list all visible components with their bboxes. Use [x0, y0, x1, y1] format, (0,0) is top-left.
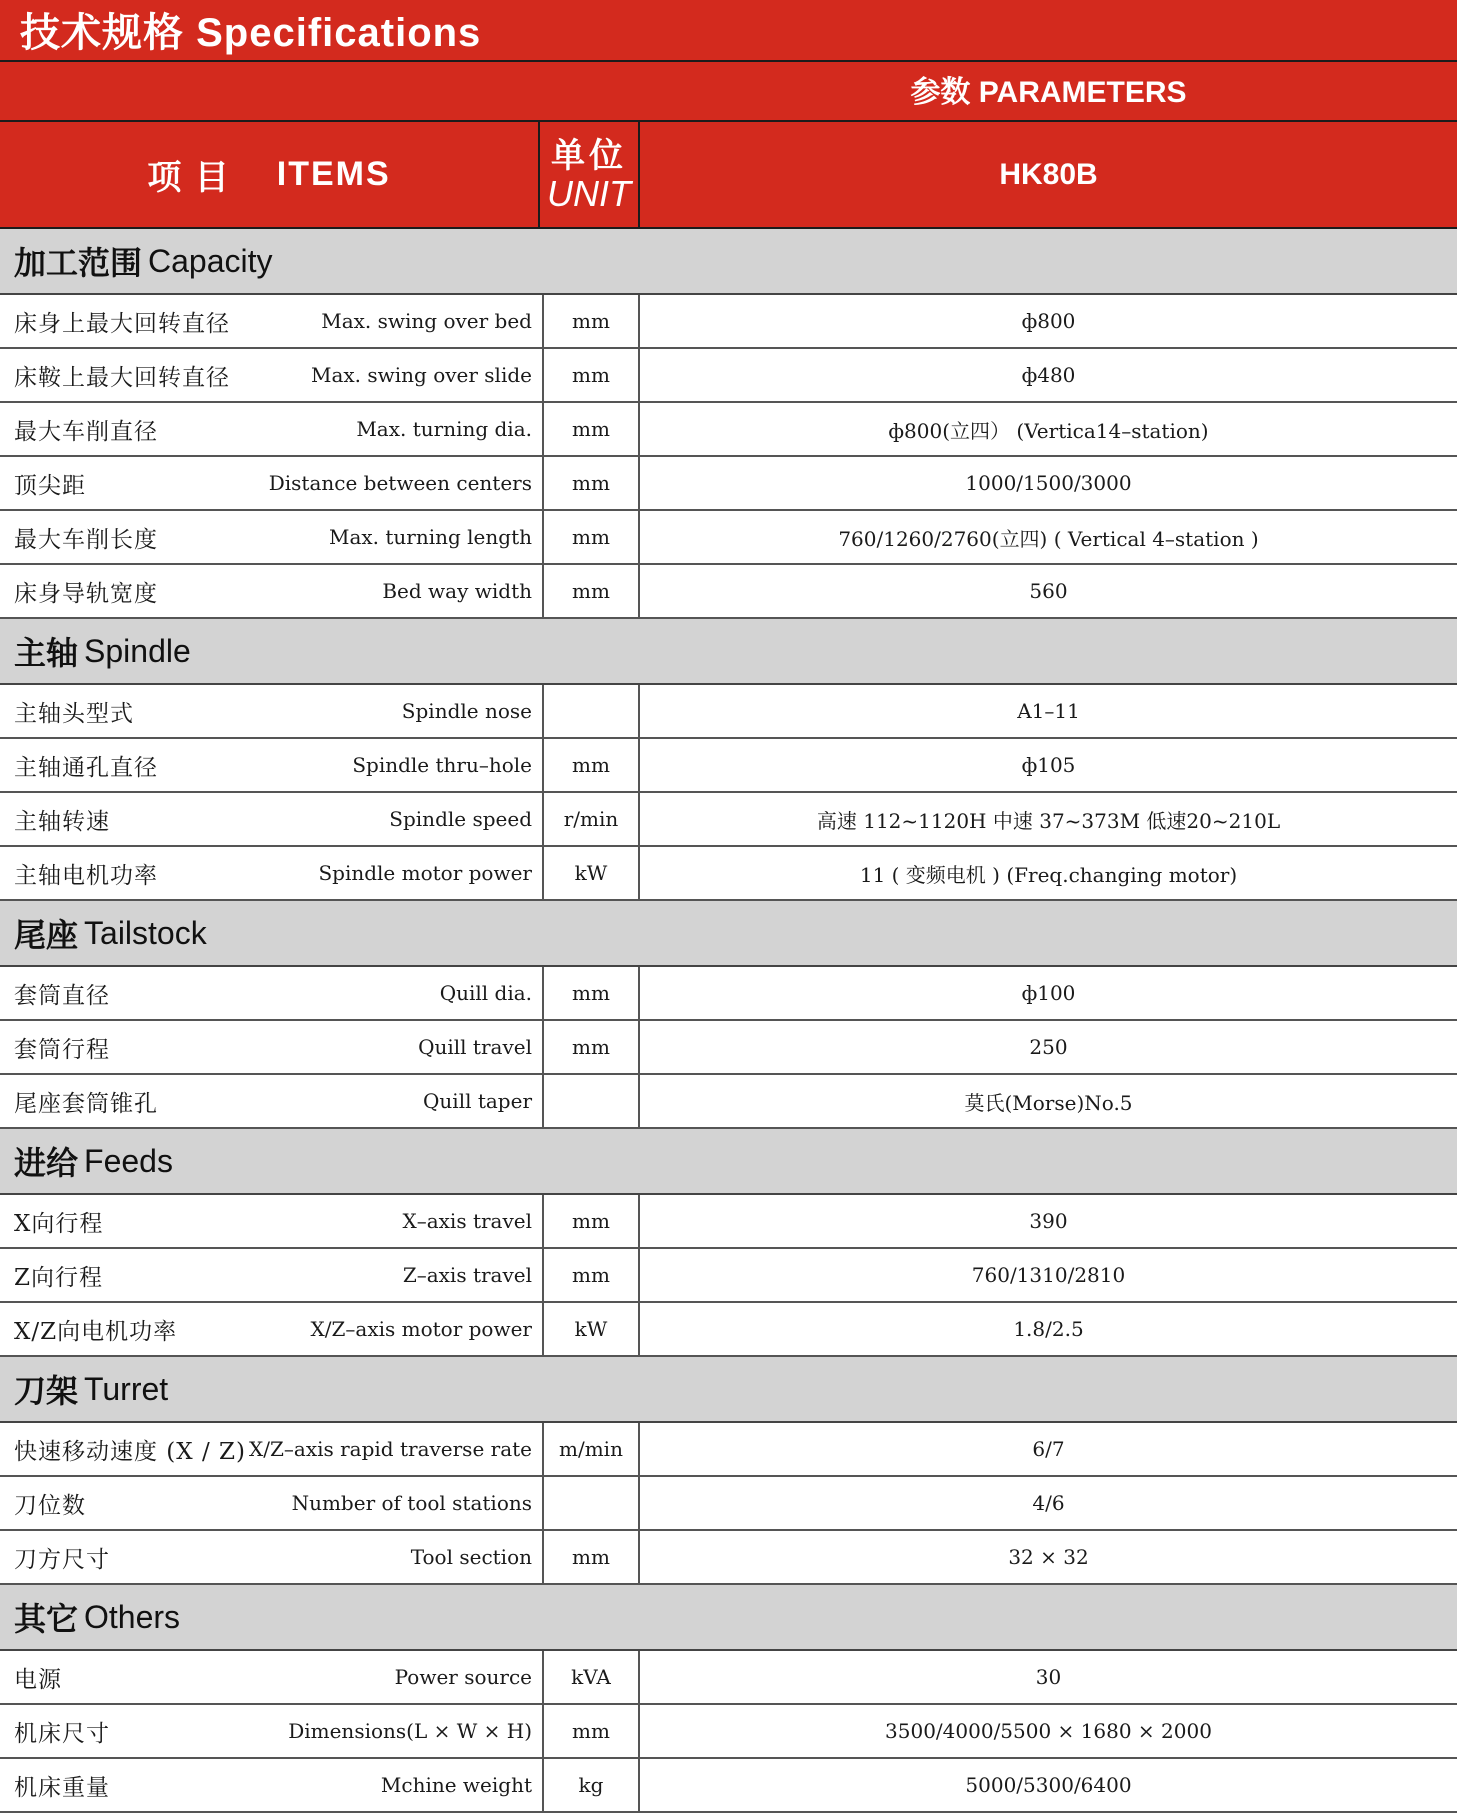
- item-name-en: Distance between centers: [268, 471, 532, 495]
- section-title-en: Others: [84, 1598, 181, 1635]
- unit-cell: kW: [544, 1303, 640, 1355]
- item-cell: [0, 457, 544, 509]
- item-name-en: Quill dia.: [439, 981, 532, 1005]
- item-name-zh: 主轴通孔直径: [14, 754, 158, 781]
- unit-cell: mm: [544, 403, 640, 455]
- item-cell: [0, 847, 544, 899]
- item-name-zh: Z向行程: [14, 1264, 103, 1291]
- item-cell: [0, 1759, 544, 1811]
- unit-cell: m/min: [544, 1423, 640, 1475]
- unit-cell: kg: [544, 1759, 640, 1811]
- item-cell: [0, 511, 544, 563]
- item-cell: [0, 1303, 544, 1355]
- item-name-zh: 主轴头型式: [14, 700, 134, 727]
- section-title-zh: 尾座: [14, 917, 79, 953]
- item-name-en: Max. swing over slide: [310, 363, 532, 387]
- items-en-label: ITEMS: [276, 155, 391, 193]
- item-cell: [0, 403, 544, 455]
- table-row: [0, 457, 1457, 511]
- table-row: [0, 1303, 1457, 1357]
- section-title-zh: 加工范围: [14, 245, 143, 281]
- item-cell: [0, 967, 544, 1019]
- item-cell: [0, 1705, 544, 1757]
- unit-cell: mm: [544, 739, 640, 791]
- item-name-zh: 尾座套筒锥孔: [14, 1090, 158, 1117]
- unit-cell: r/min: [544, 793, 640, 845]
- item-cell: [0, 349, 544, 401]
- unit-cell: mm: [544, 1195, 640, 1247]
- value-cell: 1.8/2.5: [1013, 1317, 1084, 1341]
- table-row: [0, 1531, 1457, 1585]
- table-row: [0, 295, 1457, 349]
- section-header: [0, 229, 1457, 295]
- value-cell: 250: [1029, 1035, 1068, 1059]
- item-name-zh: 主轴转速: [14, 808, 110, 835]
- item-name-en: Bed way width: [382, 579, 532, 603]
- table-row: [0, 1249, 1457, 1303]
- item-cell: [0, 685, 544, 737]
- table-row: [0, 1651, 1457, 1705]
- unit-cell: [544, 1075, 640, 1127]
- value-cell: ф100: [1021, 981, 1076, 1005]
- section-header: [0, 1129, 1457, 1195]
- items-column-header: [0, 122, 540, 227]
- item-cell: [0, 1651, 544, 1703]
- unit-cell: kVA: [544, 1651, 640, 1703]
- item-name-en: Quill travel: [418, 1035, 532, 1059]
- item-name-zh: 最大车削直径: [14, 418, 158, 445]
- value-cell: 4/6: [1032, 1491, 1065, 1515]
- table-row: [0, 1759, 1457, 1813]
- item-name-en: Max. swing over bed: [321, 309, 532, 333]
- page-title: 技术规格 Specifications: [0, 0, 1457, 62]
- table-row: [0, 847, 1457, 901]
- value-cell: 11 ( 变频电机 ) (Freq.changing motor): [859, 862, 1238, 887]
- unit-cell: mm: [544, 1705, 640, 1757]
- section-title-zh: 主轴: [14, 635, 79, 671]
- item-name-en: Max. turning dia.: [356, 417, 532, 441]
- value-cell: 390: [1029, 1209, 1068, 1233]
- section-title-en: Tailstock: [84, 914, 207, 951]
- item-name-zh: 套筒行程: [14, 1036, 110, 1063]
- section-header: [0, 1357, 1457, 1423]
- item-name-en: Spindle motor power: [318, 861, 532, 885]
- item-cell: [0, 793, 544, 845]
- section-header: [0, 901, 1457, 967]
- item-name-en: Z–axis travel: [402, 1263, 532, 1287]
- table-row: [0, 793, 1457, 847]
- value-cell: 760/1260/2760(立四) ( Vertical 4–station ): [838, 526, 1259, 551]
- section-title-zh: 刀架: [14, 1373, 79, 1409]
- item-name-en: Spindle speed: [389, 807, 532, 831]
- item-cell: [0, 739, 544, 791]
- item-name-zh: 最大车削长度: [14, 526, 158, 553]
- value-cell: 560: [1029, 579, 1068, 603]
- table-row: [0, 565, 1457, 619]
- table-row: [0, 403, 1457, 457]
- unit-en-label: UNIT: [547, 172, 631, 214]
- section-title-en: Feeds: [84, 1142, 173, 1179]
- unit-cell: mm: [544, 1249, 640, 1301]
- item-name-en: Tool section: [410, 1545, 532, 1569]
- table-row: [0, 1477, 1457, 1531]
- item-name-zh: 套筒直径: [14, 982, 110, 1009]
- item-cell: [0, 1249, 544, 1301]
- item-name-en: X–axis travel: [402, 1209, 532, 1233]
- value-cell: 莫氏(Morse)No.5: [964, 1090, 1133, 1115]
- section-header: [0, 619, 1457, 685]
- value-cell: 760/1310/2810: [971, 1263, 1126, 1287]
- item-name-en: Mchine weight: [380, 1773, 532, 1797]
- unit-cell: [544, 685, 640, 737]
- table-row: [0, 349, 1457, 403]
- item-name-zh: X/Z向电机功率: [14, 1318, 178, 1345]
- value-cell: 30: [1035, 1665, 1062, 1689]
- value-cell: 1000/1500/3000: [965, 471, 1132, 495]
- section-title-en: Capacity: [148, 242, 273, 279]
- section-title-zh: 其它: [14, 1601, 79, 1637]
- item-cell: [0, 1075, 544, 1127]
- unit-zh-label: 单位: [551, 136, 627, 175]
- value-cell: A1–11: [1017, 699, 1080, 723]
- item-name-zh: 顶尖距: [14, 472, 86, 499]
- spec-header: [0, 0, 1457, 229]
- value-cell: 5000/5300/6400: [965, 1773, 1132, 1797]
- unit-cell: mm: [544, 565, 640, 617]
- item-cell: [0, 1021, 544, 1073]
- value-cell: 6/7: [1032, 1437, 1065, 1461]
- table-row: [0, 739, 1457, 793]
- item-name-zh: X向行程: [14, 1210, 104, 1237]
- unit-cell: mm: [544, 457, 640, 509]
- spec-table-body: [0, 229, 1457, 1813]
- unit-cell: mm: [544, 1021, 640, 1073]
- unit-cell: [544, 1477, 640, 1529]
- table-row: [0, 685, 1457, 739]
- table-row: [0, 967, 1457, 1021]
- item-name-zh: 床身导轨宽度: [14, 580, 158, 607]
- value-cell: ф105: [1021, 753, 1076, 777]
- item-name-en: Number of tool stations: [291, 1491, 532, 1515]
- section-header: [0, 1585, 1457, 1651]
- item-name-en: Dimensions(L × W × H): [288, 1719, 532, 1743]
- item-name-zh: 床鞍上最大回转直径: [14, 364, 230, 391]
- item-name-zh: 机床重量: [14, 1774, 110, 1801]
- item-cell: [0, 295, 544, 347]
- item-name-en: X/Z–axis rapid traverse rate: [249, 1437, 532, 1461]
- item-cell: [0, 1423, 544, 1475]
- item-cell: [0, 1195, 544, 1247]
- unit-cell: mm: [544, 349, 640, 401]
- value-cell: 高速 112~1120H 中速 37~373M 低速20~210L: [816, 808, 1281, 833]
- item-cell: [0, 1531, 544, 1583]
- item-cell: [0, 1477, 544, 1529]
- parameters-label: 参数 PARAMETERS: [910, 76, 1187, 109]
- items-zh-label: 项 目: [147, 159, 231, 197]
- unit-cell: mm: [544, 1531, 640, 1583]
- section-title-zh: 进给: [14, 1145, 79, 1181]
- unit-cell: mm: [544, 511, 640, 563]
- item-name-zh: 快速移动速度 (X / Z): [14, 1438, 246, 1465]
- value-cell: 32 × 32: [1008, 1545, 1089, 1569]
- table-row: [0, 1075, 1457, 1129]
- parameters-header: [0, 62, 1457, 122]
- section-title-en: Spindle: [84, 632, 191, 669]
- parameters-spacer: [0, 62, 640, 120]
- item-name-zh: 刀方尺寸: [14, 1546, 110, 1573]
- column-header-row: [0, 122, 1457, 229]
- item-name-zh: 主轴电机功率: [14, 862, 158, 889]
- value-cell: ф800: [1021, 309, 1076, 333]
- table-row: [0, 1195, 1457, 1249]
- value-cell: ф800(立四） (Vertica14–station): [888, 418, 1209, 443]
- table-row: [0, 1423, 1457, 1477]
- item-name-zh: 机床尺寸: [14, 1720, 110, 1747]
- value-cell: ф480: [1021, 363, 1076, 387]
- item-name-zh: 电源: [14, 1666, 62, 1693]
- item-name-en: Quill taper: [423, 1089, 532, 1113]
- table-row: [0, 1021, 1457, 1075]
- item-name-en: Spindle nose: [401, 699, 532, 723]
- value-cell: 3500/4000/5500 × 1680 × 2000: [885, 1719, 1212, 1743]
- table-row: [0, 1705, 1457, 1759]
- unit-column-header: [540, 122, 640, 227]
- item-name-en: Power source: [394, 1665, 532, 1689]
- model-column-header: HK80B: [999, 157, 1098, 191]
- item-name-en: Spindle thru–hole: [352, 753, 532, 777]
- section-title-en: Turret: [84, 1370, 169, 1407]
- item-name-zh: 刀位数: [14, 1492, 86, 1519]
- unit-cell: kW: [544, 847, 640, 899]
- item-name-zh: 床身上最大回转直径: [14, 310, 230, 337]
- item-name-en: X/Z–axis motor power: [310, 1317, 532, 1341]
- item-name-en: Max. turning length: [328, 525, 532, 549]
- unit-cell: mm: [544, 967, 640, 1019]
- unit-cell: mm: [544, 295, 640, 347]
- table-row: [0, 511, 1457, 565]
- item-cell: [0, 565, 544, 617]
